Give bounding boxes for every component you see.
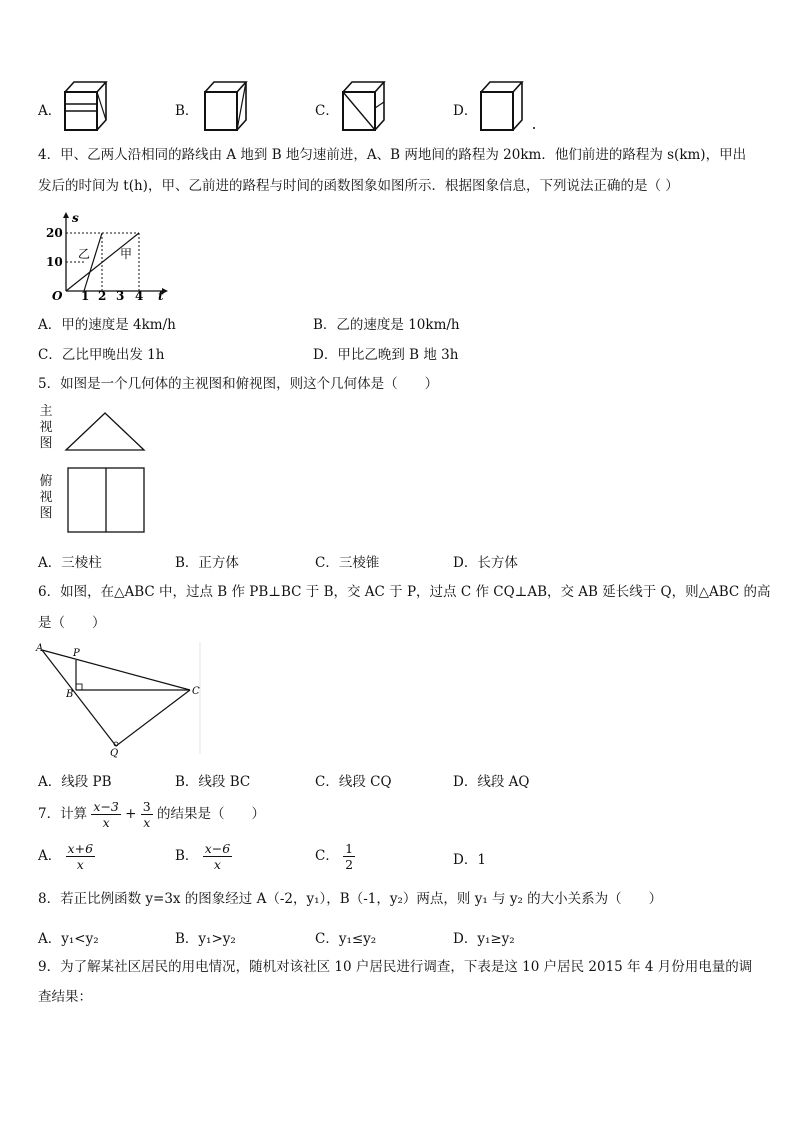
q7-fraction-2: $\frac{3}{x}$ xyxy=(142,799,151,830)
q4-option-b: B．乙的速度是 10km/h xyxy=(313,317,460,333)
q5-stem: 5．如图是一个几何体的主视图和俯视图，则这个几何体是（ ） xyxy=(38,376,439,392)
point-q-label: Q xyxy=(110,748,119,759)
y-tick-10: 10 xyxy=(46,255,63,269)
top-view-rectangle xyxy=(67,467,147,535)
q4-option-a: A．甲的速度是 4km/h xyxy=(38,317,176,333)
q4-option-d: D．甲比乙晚到 B 地 3h xyxy=(313,347,459,363)
q8-option-c: C．y₁≤y₂ xyxy=(315,931,377,947)
q6-option-c: C．线段 CQ xyxy=(315,774,392,790)
point-c-label: C xyxy=(192,686,200,697)
q6-stem-line1: 6．如图，在△ABC 中，过点 B 作 PB⊥BC 于 B，交 AC 于 P，过点 C 作 CQ⊥AB，交 AB 延长线于 Q，则△ABC 的高 xyxy=(38,584,771,600)
origin-label: O xyxy=(52,289,63,303)
y-axis-label: s xyxy=(72,211,79,225)
q8-stem: 8．若正比例函数 y=3x 的图象经过 A（-2，y₁），B（-1，y₂）两点，则 y₁ 与 y₂ 的大小关系为（ ） xyxy=(38,891,663,907)
q8-option-b: B．y₁>y₂ xyxy=(175,931,236,947)
q6-option-d: D．线段 AQ xyxy=(453,774,530,790)
top-view-label: 俯 视 图 xyxy=(39,474,53,521)
cube-right-diagonal-figure xyxy=(200,78,248,134)
q3-option-b-label: B． xyxy=(175,103,199,119)
x-axis-label: t xyxy=(158,289,164,303)
q7-option-c: C． $\frac{1}{2}$ xyxy=(315,841,354,872)
x-tick-1: 1 xyxy=(81,289,90,303)
point-a-label: A xyxy=(36,643,44,654)
point-p-label: P xyxy=(73,648,80,659)
q3-option-d-label: D． xyxy=(453,103,478,119)
q4-stem-line1: 4．甲、乙两人沿相同的路线由 A 地到 B 地匀速前进，A、B 两地间的路程为 20km．他们前进的路程为 s(km)，甲出 xyxy=(38,147,747,163)
q5-option-b: B．正方体 xyxy=(175,555,239,571)
q9-stem-line1: 9．为了解某社区居民的用电情况，随机对该社区 10 户居民进行调查，下表是这 10 户居民 2015 年 4 月份用电量的调 xyxy=(38,959,753,975)
cube-horizontal-split-figure xyxy=(62,78,110,134)
cube-plain-figure xyxy=(476,78,536,134)
q4-distance-time-graph xyxy=(40,208,180,303)
q7-option-a: A． $\frac{x+6}{x}$ xyxy=(38,841,94,872)
yi-line xyxy=(84,233,102,291)
x-tick-4: 4 xyxy=(135,289,144,303)
q7-fraction-1: $\frac{x-3}{x}$ xyxy=(93,799,119,830)
y-tick-20: 20 xyxy=(46,226,63,240)
q8-option-a: A．y₁<y₂ xyxy=(38,931,99,947)
main-view-label: 主 视 图 xyxy=(39,404,53,451)
q4-stem-line2: 发后的时间为 t(h)，甲、乙前进的路程与时间的函数图象如图所示．根据图象信息，下列说法正确的是（ ） xyxy=(38,178,679,194)
q6-option-a: A．线段 PB xyxy=(38,774,112,790)
q5-option-a: A．三棱柱 xyxy=(38,555,102,571)
q7-option-b: B． $\frac{x-6}{x}$ xyxy=(175,841,231,872)
q6-option-b: B．线段 BC xyxy=(175,774,251,790)
q8-option-d: D．y₁≥y₂ xyxy=(453,931,515,947)
q7-stem: 7．计算 $\frac{x-3}{x}$ + $\frac{3}{x}$ 的结果是（ ） xyxy=(38,799,266,830)
q9-stem-line2: 查结果： xyxy=(38,989,92,1005)
label-jia: 甲 xyxy=(120,247,133,261)
q5-option-c: C．三棱锥 xyxy=(315,555,380,571)
point-b-label: B xyxy=(66,689,74,700)
q3-option-a-label: A． xyxy=(38,103,62,119)
x-tick-2: 2 xyxy=(98,289,107,303)
q6-triangle-figure xyxy=(36,642,206,758)
q7-option-d: D．1 xyxy=(453,852,486,868)
q5-option-d: D．长方体 xyxy=(453,555,518,571)
main-view-triangle xyxy=(64,410,148,454)
q6-stem-line2: 是（ ） xyxy=(38,615,106,631)
q3-option-c-label: C． xyxy=(315,103,339,119)
label-yi: 乙 xyxy=(78,247,91,261)
q4-option-c: C．乙比甲晚出发 1h xyxy=(38,347,165,363)
cube-front-diagonal-figure xyxy=(338,78,388,134)
x-tick-3: 3 xyxy=(116,289,125,303)
